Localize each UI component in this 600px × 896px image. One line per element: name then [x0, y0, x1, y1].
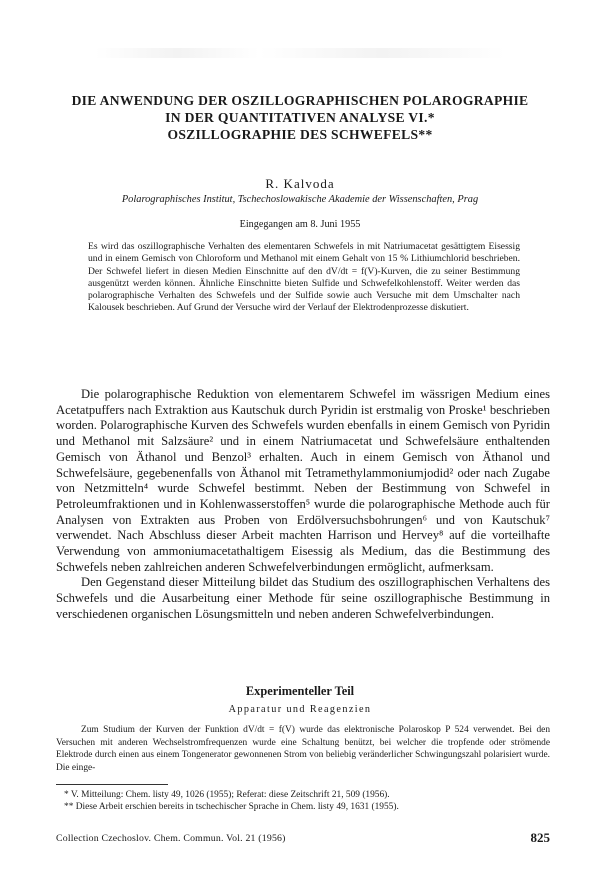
footnote-2: ** Diese Arbeit erschien bereits in tschechischer Sprache in Chem. listy 49, 1631 (1955). — [64, 802, 399, 812]
title-line-3: OSZILLOGRAPHIE DES SCHWEFELS** — [167, 127, 433, 142]
title-line-2: IN DER QUANTITATIVEN ANALYSE VI.* — [165, 110, 435, 125]
body-paragraph-1: Die polarographische Reduktion von elementarem Schwefel im wässrigen Medium eines Acetatpuffers nach Extraktion aus Kautschuk durch Pyridin ist erstmalig von Proske¹ beschrieben worden. Polarographische Kurven des Schwefels wurden ebenfalls in einem Gemisch von Pyridin und Methanol mit Salzsäure² und in einem Natriumacetat und Schwefelsäure enthaltenden Gemisch von Äthanol und Benzol³ erhalten. Auch in einem Gemisch von Äthanol und Schwefelsäure, gegebenenfalls von Äthanol mit Tetramethylammoniumjodid² oder nach Zugabe von Netzmitteln⁴ wurde Schwefel bestimmt. Neben der Bestimmung von Schwefel in Petroleumfraktionen und in Kohlenwasserstoffen⁵ wurde die polarographische Methode auch für Analysen von Extrakten aus Proben von Erdölversuchsbohrungen⁶ und von Kautschuk⁷ verwendet. Nach Abschluss dieser Arbeit machten Harrison und Hervey⁸ auf die vorteilhafte Verwendung von ammoniumacetathaltigem Eisessig als Medium, das die Bestimmung des Schwefels neben zahlreichen anderen Schwefelverbindungen ermöglicht, aufmerksam. — [56, 387, 550, 574]
subsection-heading: Apparatur und Reagenzien — [228, 704, 372, 715]
page-number: 825 — [530, 830, 550, 845]
journal-footer: Collection Czechoslov. Chem. Commun. Vol. 21 (1956) — [56, 833, 286, 844]
title-line-1: DIE ANWENDUNG DER OSZILLOGRAPHISCHEN POLAROGRAPHIE — [71, 93, 529, 108]
abstract: Es wird das oszillographische Verhalten des elementaren Schwefels in mit Natriumacetat gesättigtem Eisessig und in einem Gemisch von Chloroform und Methanol mit einem Gehalt von 15 % Lithiumchlorid beschrieben. Der Schwefel liefert in diesen Medien Einschnitte auf den dV/dt = f(V)-Kurven, die zu seiner Bestimmung ausgenützt werden können. Ähnliche Einschnitte bieten Sulfide und Schwefelkohlenstoff. Weiter werden das polarographische Verhalten des Schwefels und der Sulfide sowie auch Versuche mit dem Umschalter nach Kalousek beschrieben. Auf Grund der Versuche wird der Verlauf der Elektrodenprozesse diskutiert. — [88, 241, 520, 314]
article-title — [40, 92, 560, 143]
section-text: Zum Studium der Kurven der Funktion dV/dt = f(V) wurde das elektronische Polaroskop P 524 verwendet. Bei den Versuchen mit anderen Wechselstromfrequenzen wurde eine Schaltung benützt, bei welcher die tropfende oder strömende Elektrode durch einen aus einem Tongenerator gewonnenen Strom von beliebig veränderlicher Schwingungszahl polarisiert wurde. Die einge- — [56, 725, 550, 773]
received-date: Eingegangen am 8. Juni 1955 — [239, 219, 361, 230]
section-heading: Experimenteller Teil — [245, 684, 355, 698]
affiliation: Polarographisches Institut, Tschechoslowakische Akademie der Wissenschaften, Prag — [121, 194, 479, 205]
footnote-1: * V. Mitteilung: Chem. listy 49, 1026 (1955); Referat: diese Zeitschrift 21, 509 (1956). — [64, 790, 390, 800]
author-name: R. Kalvoda — [265, 176, 335, 191]
body-paragraph-2: Den Gegenstand dieser Mitteilung bildet das Studium des oszillographischen Verhaltens des Schwefels und die Ausarbeitung einer Methode für seine oszillographische Bestimmung in verschiedenen organischen Lösungsmitteln und neben anderen Schwefelverbindungen. — [56, 575, 550, 621]
footnote-rule — [56, 784, 168, 785]
bleed-through-text — [95, 48, 505, 58]
body-text — [56, 387, 550, 623]
